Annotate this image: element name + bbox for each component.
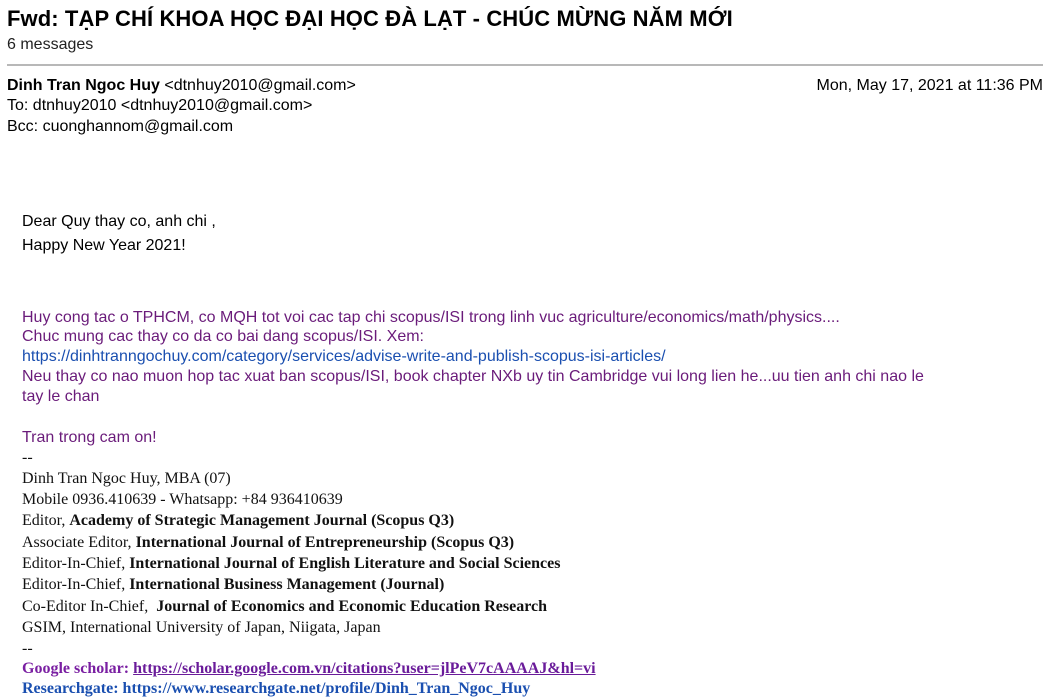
body-line-2: Chuc mung cac thay co da co bai dang scopus/ISI. Xem:: [22, 328, 424, 345]
scholar-label: Google scholar:: [22, 660, 134, 677]
header-divider: [7, 64, 1043, 66]
role-journal: Academy of Strategic Management Journal (Scopus Q3): [69, 512, 455, 529]
sender-name: Dinh Tran Ngoc Huy: [7, 77, 160, 94]
role-journal: International Business Management (Journal): [129, 576, 445, 593]
signature-mobile: Mobile 0936.410639 - Whatsapp: +84 936410639: [22, 491, 343, 508]
signature-role: [22, 598, 547, 616]
scholar-link[interactable]: https://scholar.google.com.vn/citations?user=jlPeV7cAAAAJ&hl=vi: [133, 660, 596, 677]
body-line-4: tay le chan: [22, 388, 100, 405]
new-year-line: Happy New Year 2021!: [22, 237, 186, 254]
message-date: Mon, May 17, 2021 at 11:36 PM: [816, 77, 1043, 94]
services-link[interactable]: https://dinhtranngochuy.com/category/services/advise-write-and-publish-scopus-isi-articles/: [22, 348, 666, 365]
role-journal: International Journal of Entrepreneurship (Scopus Q3): [135, 534, 515, 551]
greeting-line: Dear Quy thay co, anh chi ,: [22, 213, 216, 230]
signature-role: [22, 555, 560, 573]
role-title: Co-Editor In-Chief,: [22, 598, 157, 615]
role-journal: International Journal of English Literature and Social Sciences: [129, 555, 561, 572]
thanks-line: Tran trong cam on!: [22, 429, 157, 446]
email-subject: Fwd: TẠP CHÍ KHOA HỌC ĐẠI HỌC ĐÀ LẠT - CHÚC MỪNG NĂM MỚI: [7, 6, 733, 31]
signature-role: [22, 512, 454, 530]
bcc-line: Bcc: cuonghannom@gmail.com: [7, 118, 234, 135]
signature-affiliation: GSIM, International University of Japan, Niigata, Japan: [22, 619, 381, 636]
to-line: To: dtnhuy2010 <dtnhuy2010@gmail.com>: [7, 97, 313, 114]
scholar-line: [22, 660, 596, 678]
role-title: Editor,: [22, 512, 70, 529]
signature-role: [22, 576, 444, 594]
role-journal: Journal of Economics and Economic Education Research: [156, 598, 548, 615]
researchgate-line[interactable]: Researchgate: https://www.researchgate.net/profile/Dinh_Tran_Ngoc_Huy: [22, 680, 531, 697]
message-count: 6 messages: [7, 36, 94, 53]
signature-name: Dinh Tran Ngoc Huy, MBA (07): [22, 470, 231, 487]
sender-line: [7, 77, 356, 95]
role-title: Editor-In-Chief,: [22, 576, 130, 593]
signature-separator: --: [22, 449, 33, 466]
role-title: Editor-In-Chief,: [22, 555, 130, 572]
signature-separator-2: --: [22, 640, 33, 657]
body-line-3: Neu thay co nao muon hop tac xuat ban scopus/ISI, book chapter NXb uy tin Cambridge vui long lien he...uu tien anh chi nao le: [22, 368, 924, 385]
signature-role: [22, 534, 514, 552]
role-title: Associate Editor,: [22, 534, 136, 551]
body-line-1: Huy cong tac o TPHCM, co MQH tot voi cac tap chi scopus/ISI trong linh vuc agriculture/economics/math/physics....: [22, 309, 840, 326]
sender-email: <dtnhuy2010@gmail.com>: [164, 77, 356, 94]
